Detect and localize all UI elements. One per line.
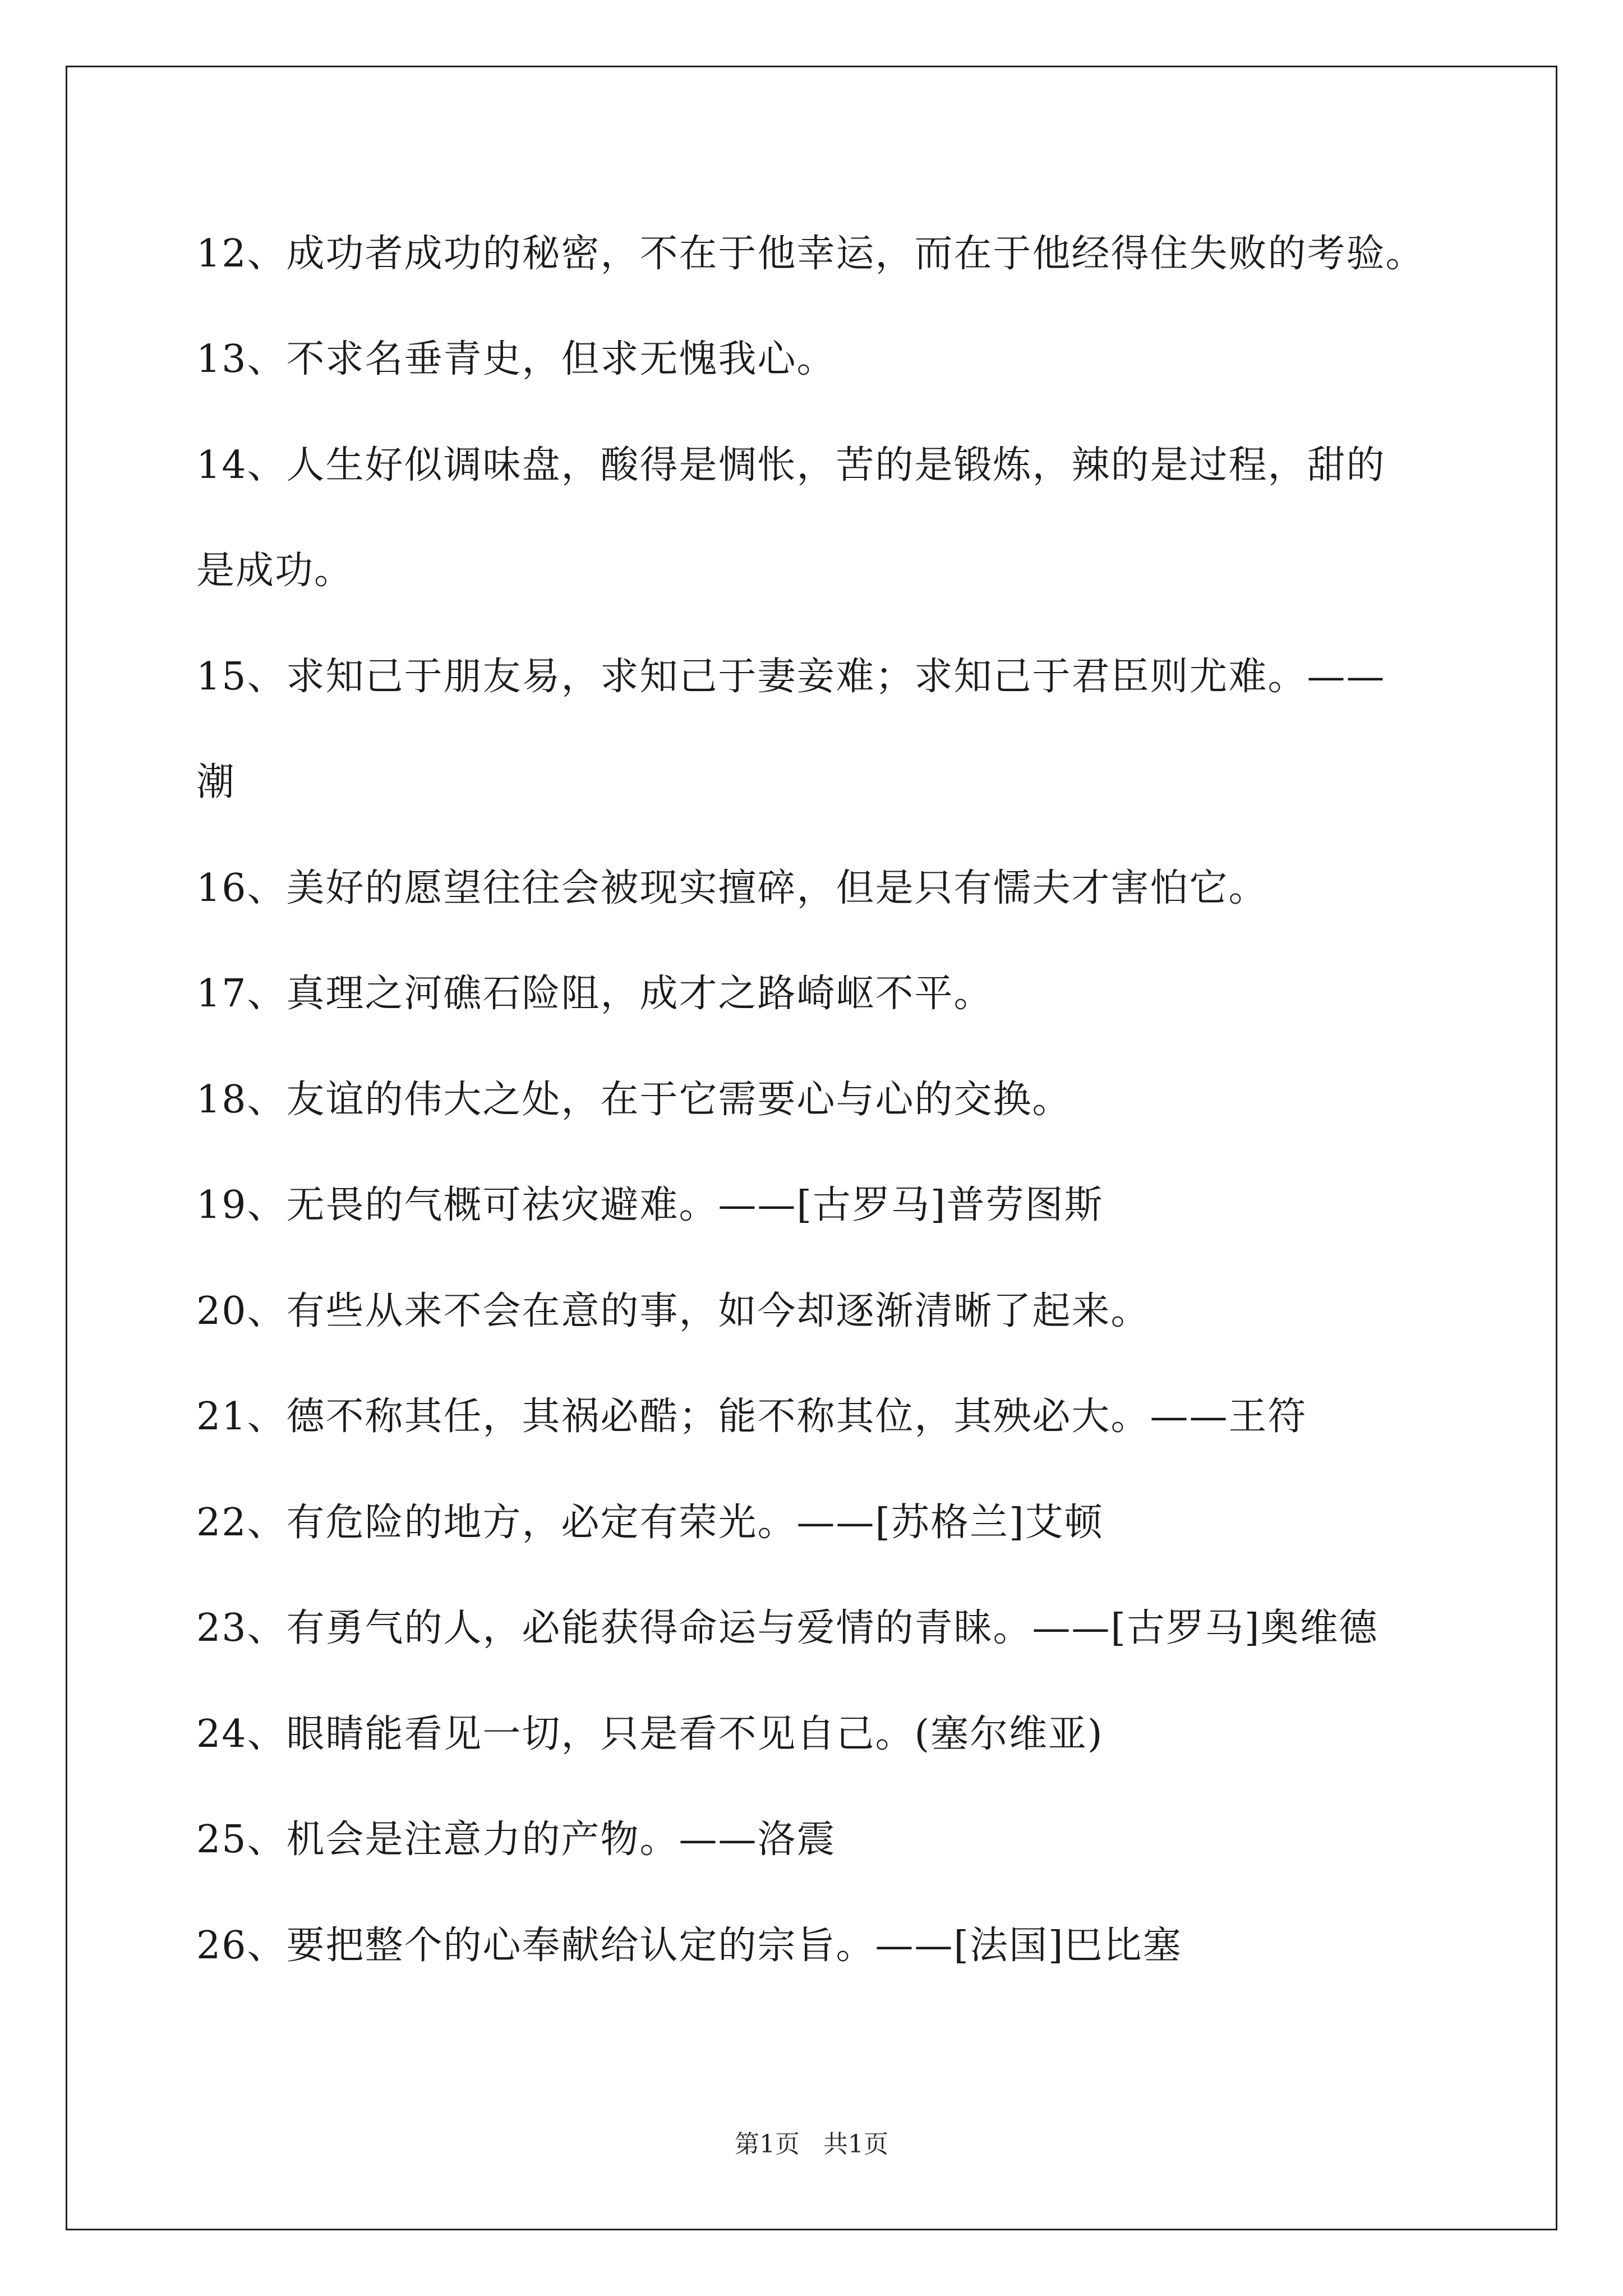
text-line: 17、真理之河礁石险阻，成才之路崎岖不平。 bbox=[196, 972, 993, 1016]
text-line: 21、德不称其任，其祸必酷；能不称其位，其殃必大。——王符 bbox=[196, 1395, 1307, 1439]
text-line: 是成功。 bbox=[196, 549, 354, 593]
page-footer bbox=[0, 2129, 1623, 2160]
text-line: 13、不求名垂青史，但求无愧我心。 bbox=[196, 337, 836, 381]
text-line: 20、有些从来不会在意的事，如今却逐渐清晰了起来。 bbox=[196, 1289, 1150, 1333]
text-line: 潮 bbox=[196, 760, 236, 804]
text-line: 14、人生好似调味盘，酸得是惆怅，苦的是锻炼，辣的是过程，甜的 bbox=[196, 443, 1386, 487]
text-line: 12、成功者成功的秘密，不在于他幸运，而在于他经得住失败的考验。 bbox=[196, 232, 1425, 276]
text-line: 18、友谊的伟大之处，在于它需要心与心的交换。 bbox=[196, 1078, 1072, 1122]
page-current-label: 第1页 bbox=[735, 2130, 800, 2159]
text-line: 23、有勇气的人，必能获得命运与爱情的青睐。——[古罗马]奥维德 bbox=[196, 1606, 1378, 1650]
text-line: 26、要把整个的心奉献给认定的宗旨。——[法国]巴比塞 bbox=[196, 1924, 1182, 1968]
text-line: 19、无畏的气概可祛灾避难。——[古罗马]普劳图斯 bbox=[196, 1183, 1104, 1227]
text-line: 25、机会是注意力的产物。——洛震 bbox=[196, 1818, 836, 1862]
text-line: 15、求知己于朋友易，求知己于妻妾难；求知己于君臣则尤难。—— bbox=[196, 655, 1386, 699]
page-total-label: 共1页 bbox=[823, 2130, 888, 2159]
text-line: 16、美好的愿望往往会被现实擅碎，但是只有懦夫才害怕它。 bbox=[196, 866, 1268, 910]
text-line: 24、眼睛能看见一切，只是看不见自己。(塞尔维亚) bbox=[196, 1712, 1104, 1756]
page-border bbox=[66, 66, 1557, 2230]
text-line: 22、有危险的地方，必定有荣光。——[苏格兰]艾顿 bbox=[196, 1501, 1104, 1545]
